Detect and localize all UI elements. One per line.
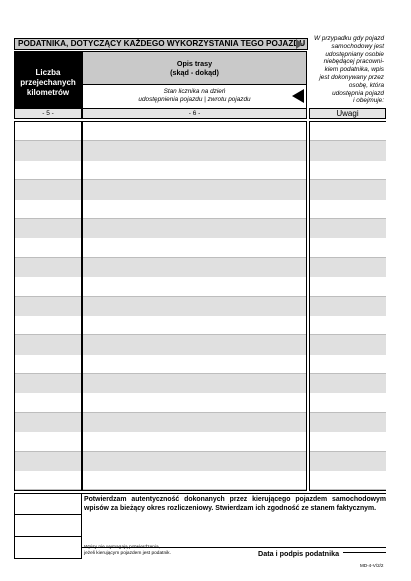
- side-note: [309, 35, 386, 107]
- table-row[interactable]: [310, 219, 386, 238]
- km-header-line-1: Liczba: [35, 67, 61, 77]
- table-row[interactable]: [310, 452, 386, 471]
- footnote: [84, 545, 171, 556]
- meter-header-line-1: Stan licznika na dzień: [163, 88, 226, 95]
- table-row[interactable]: [310, 393, 386, 412]
- signature-label: Data i podpis podatnika: [258, 549, 340, 558]
- table-row[interactable]: [310, 277, 386, 296]
- table-row[interactable]: [15, 180, 81, 199]
- title-arrow-icon: [296, 39, 303, 49]
- table-row[interactable]: [15, 374, 81, 393]
- side-note-line: kiem podatnika, wpis: [324, 66, 384, 74]
- table-row[interactable]: [15, 238, 81, 257]
- km-column: [14, 121, 82, 491]
- table-row[interactable]: [310, 471, 386, 490]
- footnote-line: Wpisy nie wymagają potwierdzenia,: [84, 545, 160, 550]
- table-row[interactable]: [310, 432, 386, 451]
- totals-box: [14, 493, 82, 559]
- table-row[interactable]: [15, 200, 81, 219]
- table-row[interactable]: [15, 316, 81, 335]
- table-row[interactable]: [15, 258, 81, 277]
- table-row[interactable]: [83, 238, 306, 257]
- table-row[interactable]: [83, 413, 306, 432]
- route-column: [82, 121, 307, 491]
- km-header-cell: [14, 51, 82, 108]
- table-row[interactable]: [83, 374, 306, 393]
- table-row[interactable]: [83, 297, 306, 316]
- totals-cell[interactable]: [15, 537, 81, 558]
- table-row[interactable]: [83, 258, 306, 277]
- table-row[interactable]: [310, 316, 386, 335]
- side-note-line: osobę, która: [348, 81, 384, 89]
- meter-header-line-2: udostępnienia pojazdu | zwrotu pojazdu: [138, 96, 251, 103]
- route-header-line-1: Opis trasy: [176, 59, 213, 68]
- table-row[interactable]: [310, 238, 386, 257]
- table-row[interactable]: [15, 452, 81, 471]
- totals-cell[interactable]: [15, 494, 81, 515]
- table-row[interactable]: [15, 432, 81, 451]
- side-note-line: udostępnia pojazd: [332, 89, 384, 97]
- footnote-line: jeżeli kierującym pojazdem jest podatnik.: [84, 550, 171, 556]
- column-label-remarks: Uwagi: [309, 108, 386, 119]
- table-row[interactable]: [83, 219, 306, 238]
- table-row[interactable]: [83, 393, 306, 412]
- table-row[interactable]: [83, 122, 306, 141]
- table-row[interactable]: [310, 141, 386, 160]
- table-row[interactable]: [83, 316, 306, 335]
- side-note-line: samochodowy jest: [331, 42, 384, 50]
- table-row[interactable]: [15, 471, 81, 490]
- table-row[interactable]: [15, 355, 81, 374]
- section-title: PODATNIKA, DOTYCZĄCY KAŻDEGO WYKORZYSTANIA TEGO POJAZDU: [14, 38, 308, 50]
- side-note-line: jest dokonywany przez: [319, 73, 384, 81]
- table-row[interactable]: [15, 393, 81, 412]
- side-note-line: i obejmuje:: [353, 97, 384, 105]
- table-row[interactable]: [310, 355, 386, 374]
- table-row[interactable]: [83, 335, 306, 354]
- remarks-column: [309, 121, 386, 491]
- side-note-line: W przypadku gdy pojazd: [314, 35, 384, 42]
- confirmation-text: Potwierdzam autentyczność dokonanych przez kierującego pojazdem samochodowym wpisów za bieżący okres rozliczeniowy. Stwierdzam ich zgodność ze stanem faktycznym.: [84, 496, 386, 512]
- table-row[interactable]: [310, 161, 386, 180]
- table-row[interactable]: [83, 452, 306, 471]
- table-row[interactable]: [15, 161, 81, 180]
- table-row[interactable]: [83, 180, 306, 199]
- totals-cell[interactable]: [15, 515, 81, 536]
- column-label-6: - 6 -: [82, 108, 307, 119]
- table-row[interactable]: [310, 297, 386, 316]
- form-code: MD-4-V/2/2: [360, 563, 384, 568]
- column-label-5: - 5 -: [14, 108, 82, 119]
- table-row[interactable]: [83, 355, 306, 374]
- table-row[interactable]: [310, 335, 386, 354]
- table-row[interactable]: [15, 335, 81, 354]
- table-row[interactable]: [15, 277, 81, 296]
- table-row[interactable]: [310, 200, 386, 219]
- signature-line[interactable]: [343, 552, 386, 553]
- table-row[interactable]: [83, 161, 306, 180]
- meter-header-cell: [82, 85, 307, 108]
- side-note-line: niebędącej pracowni-: [323, 58, 384, 66]
- table-row[interactable]: [15, 122, 81, 141]
- km-header-line-2: przejechanych: [20, 77, 76, 87]
- table-row[interactable]: [15, 297, 81, 316]
- table-row[interactable]: [15, 219, 81, 238]
- table-row[interactable]: [15, 141, 81, 160]
- table-row[interactable]: [15, 413, 81, 432]
- pointer-triangle-icon: [292, 89, 304, 103]
- route-header-cell: [82, 51, 307, 85]
- table-row[interactable]: [310, 413, 386, 432]
- table-row[interactable]: [83, 141, 306, 160]
- table-row[interactable]: [310, 122, 386, 141]
- table-row[interactable]: [83, 432, 306, 451]
- table-row[interactable]: [310, 374, 386, 393]
- table-row[interactable]: [83, 200, 306, 219]
- table-row[interactable]: [310, 258, 386, 277]
- table-row[interactable]: [83, 277, 306, 296]
- route-header-line-2: (skąd - dokąd): [170, 68, 219, 77]
- table-row[interactable]: [83, 471, 306, 490]
- table-row[interactable]: [310, 180, 386, 199]
- side-note-line: udostępniany osobie: [325, 50, 384, 58]
- km-header-line-3: kilometrów: [26, 87, 70, 97]
